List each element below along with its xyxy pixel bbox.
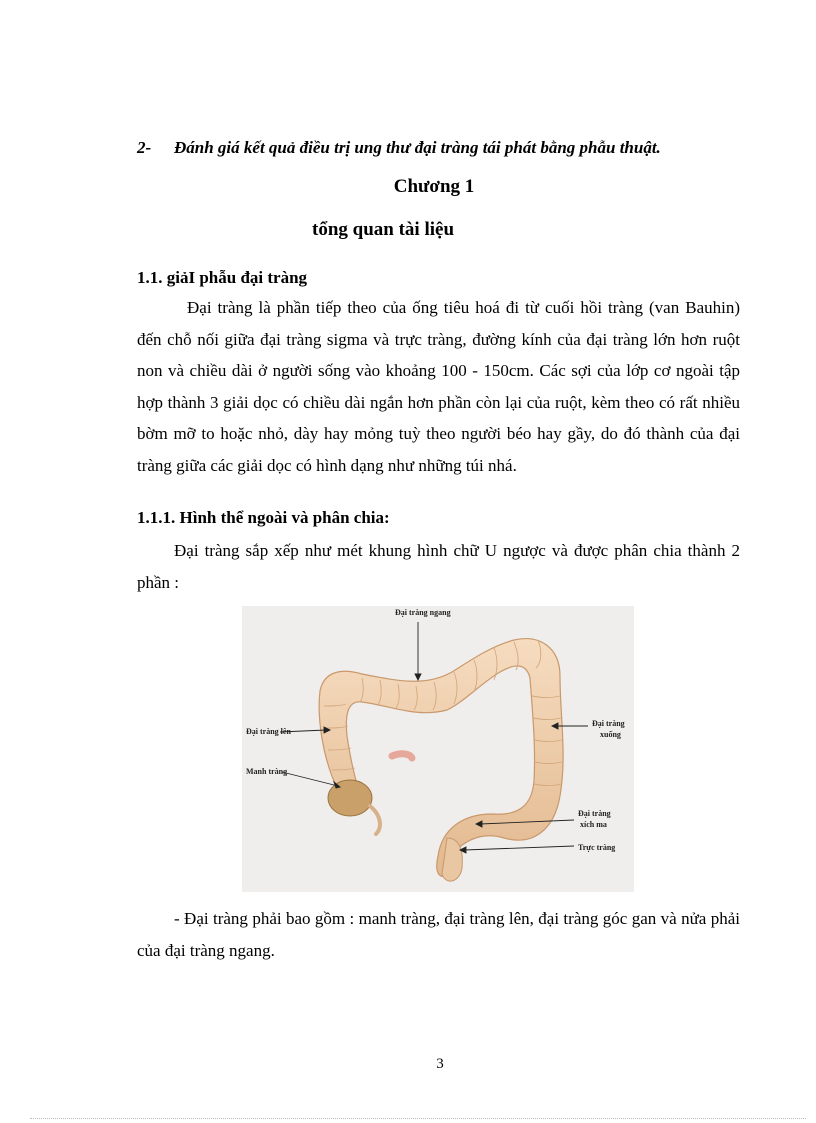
subsection-paragraph-block — [137, 535, 740, 598]
page-number: 3 — [436, 1056, 444, 1072]
section-paragraph-block — [137, 292, 740, 481]
study-objective — [137, 138, 777, 158]
ileum-end — [392, 754, 412, 758]
label-ascending-colon: Đại tràng lên — [246, 727, 291, 736]
label-rectum: Trực tràng — [578, 843, 616, 852]
chapter-subtitle: tổng quan tài liệu — [312, 219, 455, 240]
objective-number: 2- — [137, 138, 152, 157]
label-cecum: Manh tràng — [246, 767, 288, 776]
label-sigmoid-colon-2: xích ma — [580, 820, 607, 829]
colon-illustration — [242, 606, 634, 892]
objective-text: Đánh giá kết quả điều trị ung thư đại tràng tái phát bằng phẫu thuật. — [174, 138, 661, 157]
colon-anatomy-figure — [242, 606, 634, 892]
page-bottom-border — [30, 1118, 806, 1119]
label-descending-colon-2: xuống — [600, 730, 621, 739]
label-sigmoid-colon-1: Đại tràng — [578, 809, 611, 818]
colon-shape — [319, 639, 563, 877]
chapter-title: Chương 1 — [393, 176, 475, 197]
bullet-block — [137, 903, 740, 966]
subsection-paragraph: Đại tràng sắp xếp như mét khung hình chữ U ngược và được phân chia thành 2 phần : — [137, 541, 740, 592]
label-transverse-colon: Đại tràng ngang — [395, 608, 451, 617]
bullet-right-colon: - Đại tràng phải bao gồm : manh tràng, đại tràng lên, đại tràng góc gan và nửa phải của đại tràng ngang. — [137, 909, 740, 960]
label-descending-colon-1: Đại tràng — [592, 719, 625, 728]
appendix-shape — [370, 806, 380, 834]
section-paragraph: Đại tràng là phần tiếp theo của ống tiêu hoá đi từ cuối hồi tràng (van Bauhin) đến chỗ nối giữa đại tràng sigma và trực tràng, đường kính của đại tràng lớn hơn ruột non và chiều dài ở người sống vào khoảng 100 - 150cm. Các sợi của lớp cơ ngoài tập hợp thành 3 giải dọc có chiều dài ngắn hơn phần còn lại của ruột, kèm theo có rất nhiều bờm mỡ to hoặc nhỏ, dày hay mỏng tuỳ theo người béo hay gầy, do đó thành của đại tràng giữa các giải dọc có hình dạng như những túi nhá. — [137, 298, 740, 475]
subsection-heading: 1.1.1. Hình thể ngoài và phân chia: — [137, 508, 390, 527]
section-heading: 1.1. giảI phẫu đại tràng — [137, 268, 308, 287]
